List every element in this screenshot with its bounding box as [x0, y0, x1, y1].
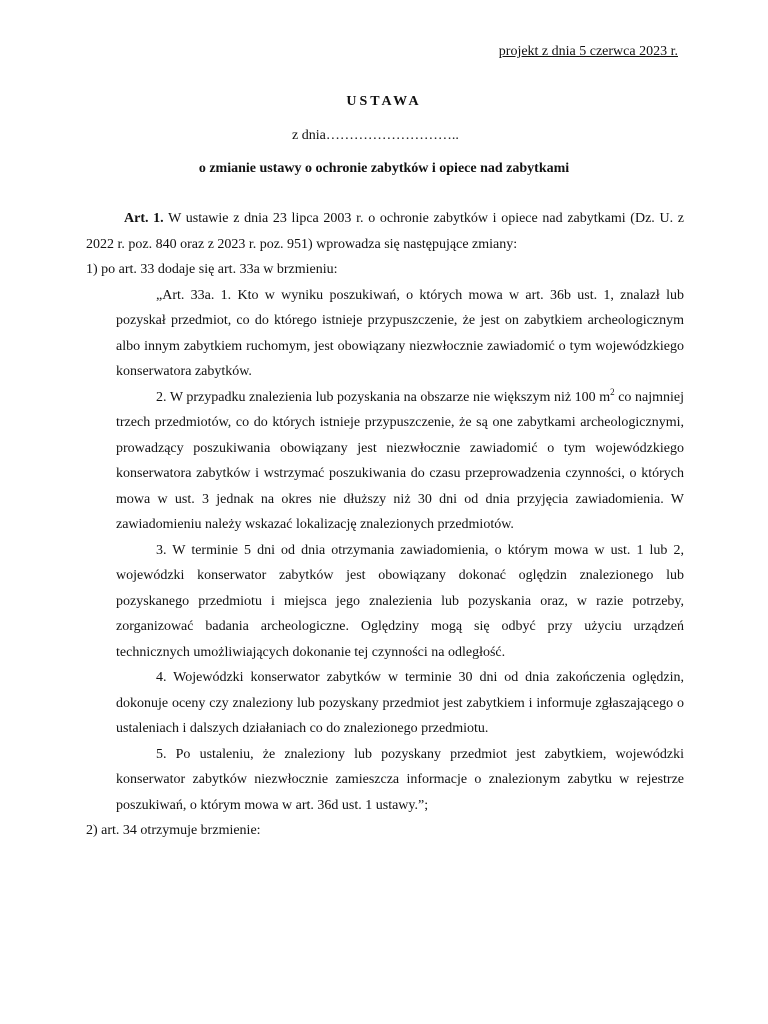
quote-paragraph-2-text-b: co najmniej trzech przedmiotów, co do których istnieje przypuszczenie, że są one zabytkami archeologicznymi, prowadzący poszukiwania obowiązany jest niezwłocznie zawiadomić o tym wojewódzkiego konserwatora zabytków i wstrzymać poszukiwania do czasu przeprowadzenia czynności, o których mowa w ust. 3 jednak na okres nie dłuższy niż 30 dni od dnia przyjęcia zawiadomienia. W zawiadomieniu należy wskazać lokalizację znalezionych przedmiotów.	[116, 389, 685, 532]
quote-paragraph-4: 4. Wojewódzki konserwator zabytków w terminie 30 dni od dnia zakończenia oględzin, dokonuje oceny czy znaleziony lub pozyskany przedmiot jest zabytkiem i informuje zgłaszającego o ustaleniach i dalszych działaniach co do znalezionego przedmiotu.	[116, 670, 684, 736]
quote-paragraph-2	[116, 385, 684, 538]
date-line: z dnia………………………..	[292, 128, 459, 143]
quote-paragraph-1: „Art. 33a. 1. Kto w wyniku poszukiwań, o których mowa w art. 36b ust. 1, znalazł lub pozyskał przedmiot, co do którego istnieje przypuszczenie, że jest on zabytkiem archeologicznym albo innym zabytkiem ruchomym, jest obowiązany niezwłocznie zawiadomić o tym wojewódzkiego konserwatora zabytków.	[116, 287, 684, 379]
quote-paragraph-2-text-a: 2. W przypadku znalezienia lub pozyskania na obszarze nie większym niż 100 m	[156, 389, 611, 405]
amendment-point-2: 2) art. 34 otrzymuje brzmienie:	[86, 823, 261, 838]
document-body	[86, 206, 684, 844]
article-1-paragraph	[86, 206, 684, 257]
draft-note: projekt z dnia 5 czerwca 2023 r.	[498, 44, 678, 59]
article-1-text: W ustawie z dnia 23 lipca 2003 r. o ochronie zabytków i opiece nad zabytkami (Dz. U. z 2022 r. poz. 840 oraz z 2023 r. poz. 951) wprowadza się następujące zmiany:	[86, 211, 684, 252]
document-subtitle: o zmianie ustawy o ochronie zabytków i opiece nad zabytkami	[198, 161, 570, 176]
amendment-point-1: 1) po art. 33 dodaje się art. 33a w brzmieniu:	[86, 262, 338, 277]
document-title: USTAWA	[346, 94, 422, 109]
quoted-article-33a	[116, 283, 684, 819]
quote-paragraph-3: 3. W terminie 5 dni od dnia otrzymania zawiadomienia, o którym mowa w ust. 1 lub 2, wojewódzki konserwator zabytków jest obowiązany dokonać oględzin znalezionego lub pozyskanego przedmiotu i miejsca jego znalezienia lub pozyskania oraz, w razie potrzeby, zorganizować badania archeologiczne. Oględziny mogą się odbyć przy użyciu urządzeń technicznych umożliwiających dokonanie tej czynności na odległość.	[116, 542, 684, 660]
quote-paragraph-5: 5. Po ustaleniu, że znaleziony lub pozyskany przedmiot jest zabytkiem, wojewódzki konserwator zabytków niezwłocznie zamieszcza informacje o znalezionym zabytku w rejestrze poszukiwań, o którym mowa w art. 36d ust. 1 ustawy.”;	[116, 746, 684, 813]
superscript-2: 2	[610, 386, 615, 397]
article-1-label: Art. 1.	[124, 211, 164, 226]
